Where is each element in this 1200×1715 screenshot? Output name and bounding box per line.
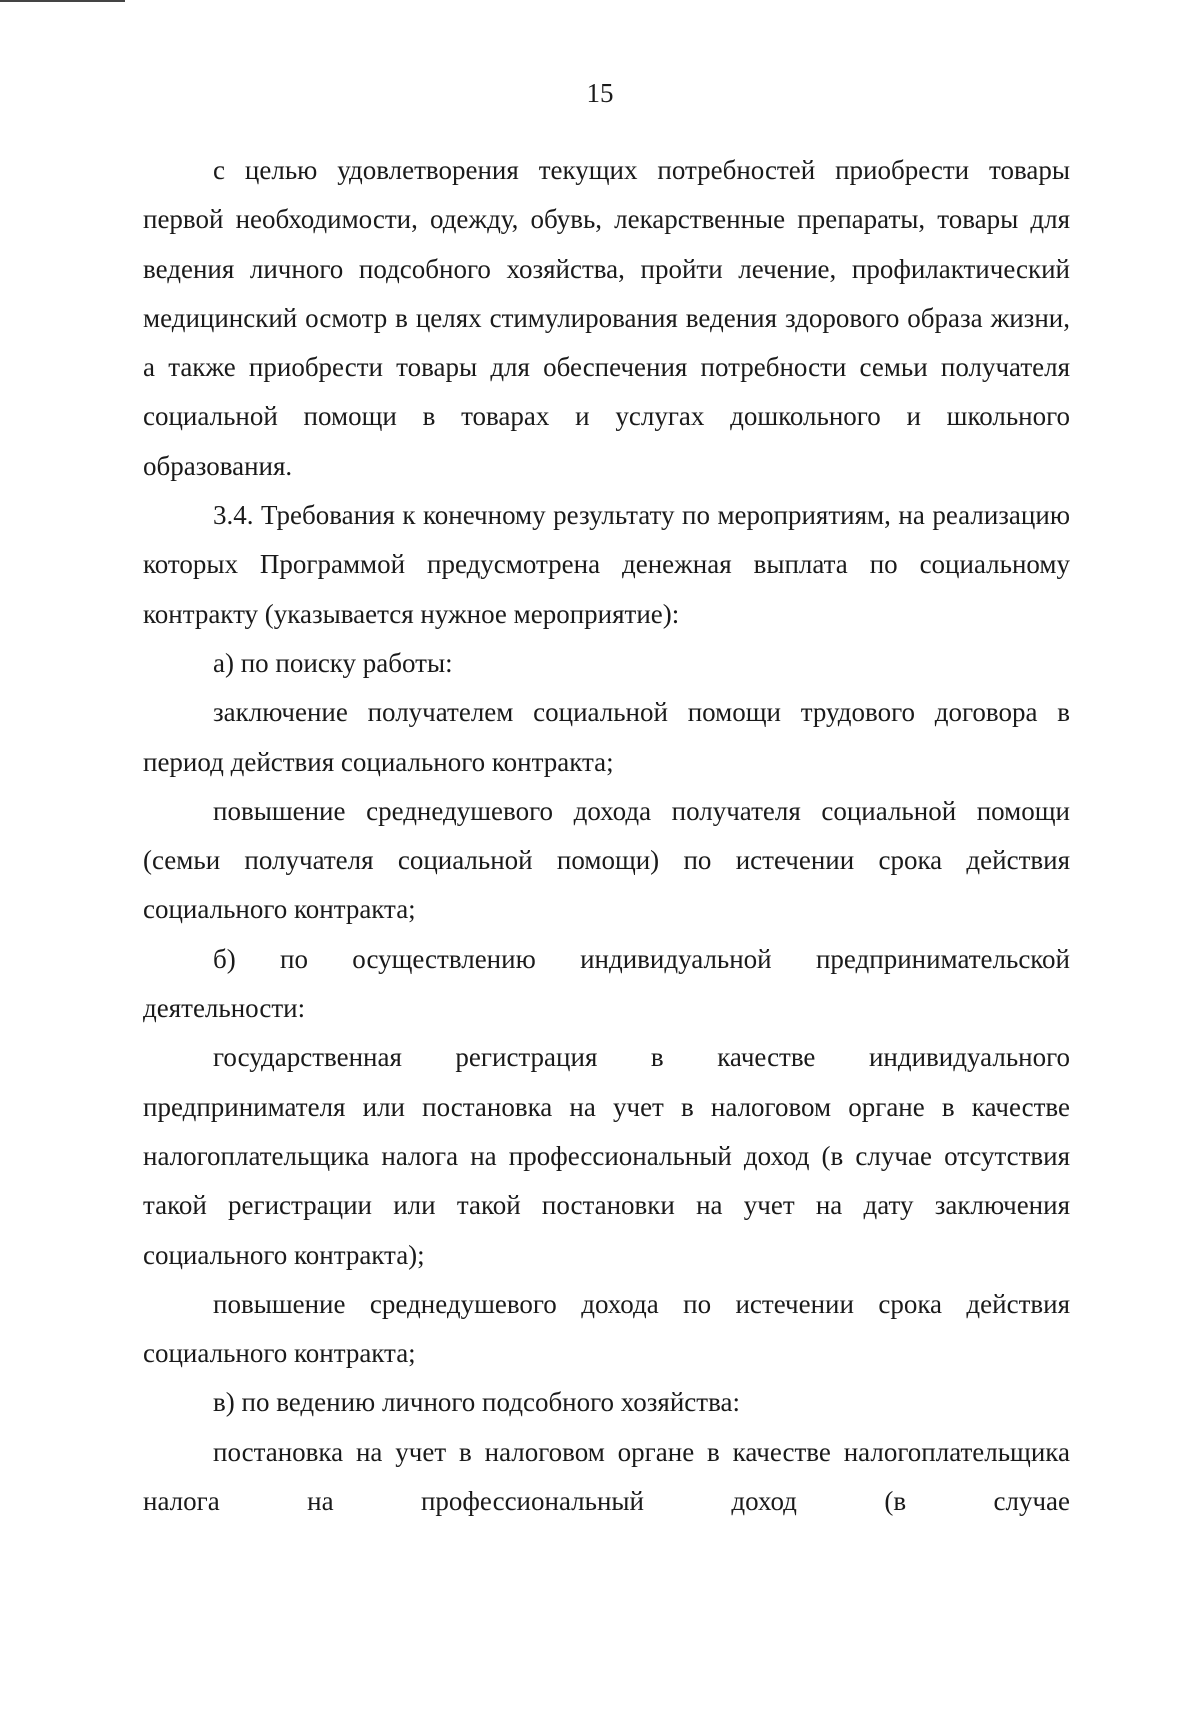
paragraph-income-increase-recipient: повышение среднедушевого дохода получателя социальной помощи (семьи получателя социальной помощи) по истечении срока действия социального контракта;: [143, 795, 1070, 925]
document-body: [143, 146, 1070, 1526]
paragraph-item-v: в) по ведению личного подсобного хозяйства:: [213, 1387, 740, 1418]
paragraph-section-3-4: 3.4. Требования к конечному результату по мероприятиям, на реализацию которых Программой предусмотрена денежная выплата по социальному контракту (указывается нужное мероприятие):: [143, 500, 1070, 629]
paragraph-state-registration: государственная регистрация в качестве индивидуального предпринимателя или постановка на учет в налоговом органе в качестве налогоплательщика налога на профессиональный доход (в случае отсутствия такой регистрации или такой постановки на учет на дату заключения социального контракта);: [143, 1042, 1070, 1270]
paragraph-item-b: б) по осуществлению индивидуальной предпринимательской деятельности:: [143, 943, 1070, 1024]
paragraph-goal-continuation: с целью удовлетворения текущих потребностей приобрести товары первой необходимости, одежду, обувь, лекарственные препараты, товары для ведения личного подсобного хозяйства, пройти лечение, профилактический медицинский осмотр в целях стимулирования ведения здорового образа жизни, а также приобрести товары для обеспечения потребности семьи получателя социальной помощи в товарах и услугах дошкольного и школьного образования.: [143, 155, 1070, 481]
paragraph-income-increase: повышение среднедушевого дохода по истечении срока действия социального контракта;: [143, 1288, 1070, 1369]
top-edge-rule: [0, 0, 125, 2]
paragraph-item-a: а) по поиску работы:: [213, 647, 453, 678]
paragraph-employment-contract: заключение получателем социальной помощи трудового договора в период действия социального контракта;: [143, 697, 1070, 777]
page-number: 15: [586, 78, 614, 108]
paragraph-tax-registration: постановка на учет в налоговом органе в качестве налогоплательщика налога на профессиональный доход (в случае: [143, 1436, 1070, 1517]
